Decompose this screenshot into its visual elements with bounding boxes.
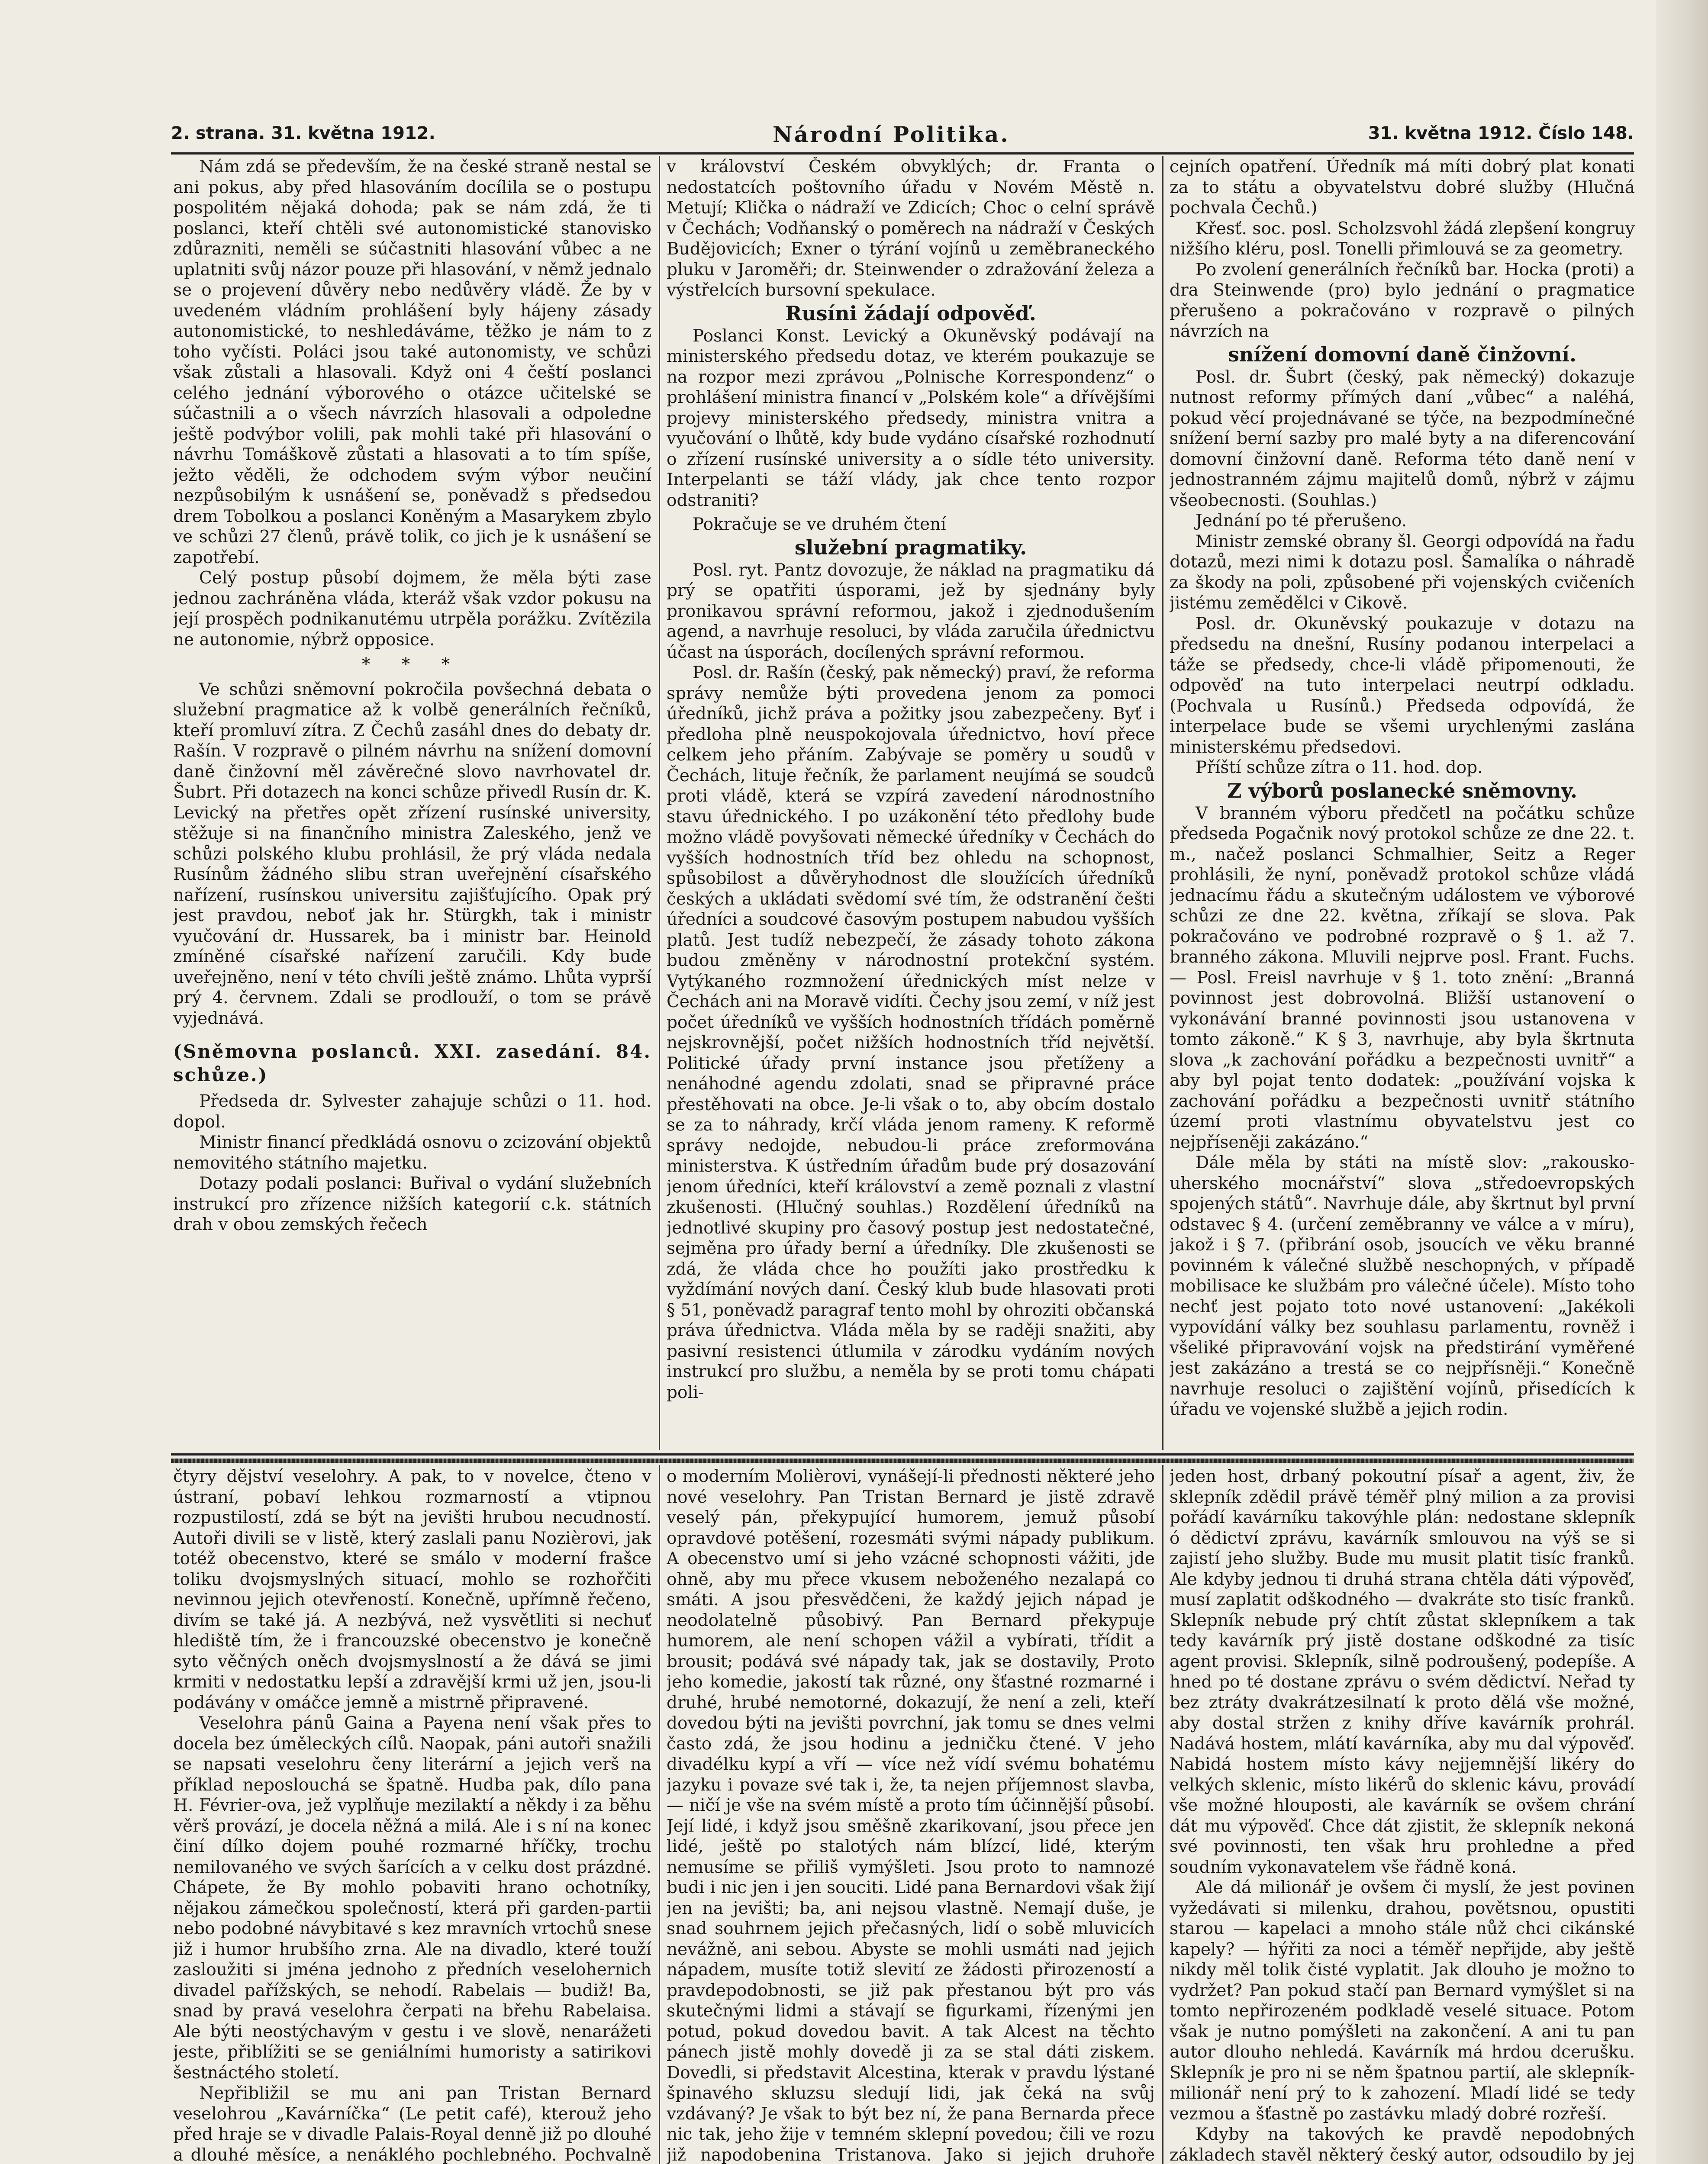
section-heading: služební pragmatiky. [794,535,1027,559]
paragraph: Ve schůzi sněmovní pokročila povšechná debata o služební pragmatice až k volbě generálních řečníků, kteří promluví zítra. Z Čechů zasáhl dnes do debaty dr. Rašín. V rozpravě o pilném návrhu na snížení domovní daně činžovní měl závěrečné slovo navrhovatel dr. Šubrt. Při dotazech na konci schůze přivedl Rusín dr. K. Levický na přetřes opět zřízení rusínské university, stěžuje si na finančního ministra Zaleského, jenž ve schůzi polského klubu prohlásil, že prý vláda nedala Rusínům žádného slibu stran uveřejnění císařského nařízení, rusínskou universitu zajišťujícího. Opak prý jest pravdou, neboť jak hr. Stürgkh, tak i ministr vyučování dr. Hussarek, ba i ministr bar. Heinold zmíněné císařské nařízení zaručili. Kdy bude uveřejněno, není v této chvíli ještě známo. Lhůta vyprší prý 4. červnem. Zdali se prodlouží, o tom se právě vyjednává. [173,679,651,1028]
article-column-2 [667,157,1155,1449]
paragraph: V branném výboru předčetl na počátku schůze předseda Pogačnik nový protokol schůze ze dne 22. t. m., načež poslanci Schmalhier, Seitz a Reger prohlásili, že nyní, poněvadž protokol schůze vládá jednacímu řádu a skutečným událostem ve výborové schůzi ze dne 22. května, zříkají se slova. Pak pokračováno ve podrobné rozpravě o § 1. až 7. branného zákona. Mluvili nejprve posl. Frant. Fuchs. — Posl. Freisl navrhuje v § 1. toto znění: „Branná povinnost jest dobrovolná. Bližší ustanovení o vykonávání branné povinnosti jsou ustanovena v tomto zákoně.“ K § 3, navrhuje, aby byla škrtnuta slova „k zachování pořádku a bezpečnosti uvnitř“ a aby byl pojat tento dodatek: „používání vojska k zachování pořádku a bezpečnosti uvnitř státního území proti vlastnímu obyvatelstvu jest co nejpříseněji zakázáno.“ [1170,803,1635,1152]
paragraph: Po zvolení generálních řečníků bar. Hocka (proti) a dra Steinwende (pro) bylo jednání o pragmatice přerušeno a pokračováno v rozpravě o pilných návrzích na [1170,260,1635,341]
paragraph: Křesť. soc. posl. Scholzsvohl žádá zlepšení kongruy nižšího kléru, posl. Tonelli přimlouvá se za geometry. [1170,219,1635,259]
paragraph: jeden host, drbaný pokoutní písař a agent, živ, že sklepník zdědil právě téměř plný milion a za provisi pořádí kavárníku takovýhle plán: nedostane sklepník ó dědictví zprávu, kavárník smlouvou na výš se si zajistí jeho služby. Bude mu musit platit tisíc franků. Ale kdyby jednou ti druhá strana chtěla dáti výpověď, musí zaplatit odškodného — dvakráte sto tisíc franků. Sklepník nebude prý chtít zůstat sklepníkem a tak tedy kavárník prý jistě dostane odškodné za tisíc agent provisi. Sklepník, silně podroušený, podepíše. A hned po té dostane zprávu o svém dědictví. Neřad ty bez ztráty dvakrátzesilnatí k proto dělá vše možné, aby dostal stržen z knihy dříve kavárník prohrál. Nadává hostem, mlátí kavárníka, aby mu dal výpověď. Nabidá hostem místo kávy nejjemnější likéry do velkých sklenic, místo likérů do sklenic kávu, provádí vše možné hlouposti, ale kavárník se ovšem chrání dát mu výpověď. Chce dát zjistit, že sklepník nekoná své povinnosti, ten však hru prohledne a před soudním vykonavatelem vše řádně koná. [1170,1467,1635,1877]
feuilleton-column-1 [173,1466,651,2164]
paragraph: Předseda dr. Sylvester zahajuje schůzi o 11. hod. dopol. [173,1092,651,1132]
paragraph: v království Českém obvyklých; dr. Franta o nedostatcích poštovního úřadu v Novém Městě n. Metují; Klička o nádraží ve Zdicích; Choc o celní správě v Čechách; Vodňanský o poměrech na nádraží v Českých Budějovicích; Exner o týrání vojínů u zeměbraneckého pluku v Jaroměři; dr. Steinwender o zdražování železa a výstřelcích bursovní spekulace. [667,157,1155,300]
section-heading: Z výborů poslanecké sněmovny. [1227,779,1578,802]
article-column-1 [173,157,651,1449]
feuilleton-column-2 [667,1466,1155,2164]
column-divider [1162,1465,1163,2164]
page-header [171,123,1634,148]
article-column-3 [1170,157,1635,1449]
paragraph: Posl. dr. Rašín (český, pak německý) praví, že reforma správy nemůže býti provedena jenom za pomoci úředníků, jichž práva a požitky jsou zabezpečeny. Byť i předloha plně neuspokojovala úřednictvo, hoví přece celkem jeho přáním. Zabývaje se poměry u soudů v Čechách, lituje řečník, že parlament neujímá se soudců proti vládě, která se vzpírá zavedení národnostního stavu úřednického. I po uzákonění této předlohy bude možno vládě povyšovati německé úředníky v Čechách do vyšších hodnostních tříd bez ohledu na schopnost, spůsobilost a důvěryhodnost dle sloužících úředníků českých a ukládati svědomí své tím, že odstranění češti úředníci a soudcové časovým postupem nabudou vyšších platů. Jest tudíž nebezpečí, že zásady tohoto zákona budou změněny v národnostní protekční systém. Vytýkaného rozmnožení úřednických míst nelze v Čechách ani na Moravě vidíti. Čechy jsou zemí, v níž jest počet úředníků ve vyšších hodnostních třídách poměrně nejskrovnější, počet nižších hodnostních tříd největší. Politické úřady první instance jsou přetíženy a nenáhodné agendu zdolati, snad se připravné práce přestěhovati na obce. Je-li však o to, aby obcím dostalo se za to náhrady, krčí vláda jenom rameny. K reformě správy nedojde, nebudou-li práce zreformována ministerstva. K ústředním úřadům bude prý dosazování jenom úředníci, kteří království a země poznali z vlastní zkušenosti. (Hlučný souhlas.) Rozdělení úředníků na jednotlivé skupiny pro časový postup jest nedostatečné, sejměna pro úřady berní a úředníky. Dle zkušenosti se zdá, že vláda chce ho použíti jako prostředku k vyždímání nových daní. Český klub bude hlasovati proti § 51, poněvadž paragraf tento mohl by ohroziti občanská práva úřednictva. Vláda měla by se raději snažiti, aby pasivní resistenci útlumila v zárodku vydáním nových instrukcí pro službu, a neměla by se proti tomu chápati poli- [667,663,1155,1402]
feuilleton-column-3 [1170,1466,1635,2164]
paragraph: Ministr zemské obrany šl. Georgi odpovídá na řadu dotazů, mezi nimi k dotazu posl. Šamalíka o náhradě za škody na poli, způsobené při vojenských cvičeních jistému zemědělci v Cikově. [1170,531,1635,613]
feuilleton-rule [171,1459,1634,1463]
paragraph: Kdyby na takových ke pravdě nepodobných základech stavěl některý český autor, odsoudilo by jej [1170,2125,1635,2164]
paragraph: Nepřibližil se mu ani pan Tristan Bernard veselohrou „Kavárníčka“ (Le petit café), kterouž jeho před hraje se v divadle Palais-Royal denně již po dlouhé a dlouhé měsíce, a nenáklého pochlebného. Pochvalně [173,2083,651,2164]
section-heading: Rusíni žádají odpověď. [785,301,1036,325]
paragraph: Dotazy podali poslanci: Buřival o vydání služebních instrukcí pro zřízence nižších kategorií c.k. státních drah v obou zemských řečech [173,1174,651,1234]
paragraph: Příští schůze zítra o 11. hod. dop. [1196,758,1483,777]
header-page-date: 2. strana. 31. května 1912. [171,123,435,143]
paragraph: Poslanci Konst. Levický a Okuněvský podávají na ministerského předsedu dotaz, ve kterém poukazuje se na rozpor mezi zprávou „Polnische Korrespondenz“ o prohlášení ministra financí v „Polském kole“ a dřívějšími projevy ministerského předsedy, ministra vnitra a vyučování o lhůtě, kdy bude vydáno císařské rozhodnutí o zřízení rusínské university a o sídle této university. Interpelanti se táží vlády, jak chce tento rozpor odstraniti? [667,326,1155,510]
column-divider [659,1465,660,2164]
paragraph: cejních opatření. Úředník má míti dobrý plat konati za to státu a obyvatelstvu dobré služby (Hlučná pochvala Čechů.) [1170,157,1635,218]
paragraph: o moderním Molièrovi, vynášejí-li přednosti některé jeho nové veselohry. Pan Tristan Bernard je jistě zdravě veselý pán, překypující humorem, jemuž působí opravdové potěšení, rozesmáti svými nápady publikum. A obecenstvo umí si jeho vzácné schopnosti vážiti, jde ohně, aby mu přece vkusem neboženého nezalapá co smáti. A jsou přesvědčeni, že každý jejich nápad je neodolatelně působivý. Pan Bernard překypuje humorem, ale není schopen vážil a vybírati, třídit a brousit; podává své nápady tak, jak se dostavily, Proto jeho komedie, jakostí tak různé, ony šťastné rozmarné i druhé, hrubé nemotorné, dokazují, že není a zeli, kteří dovedou býti na jevišti povrchní, jak tomu se dnes velmi často zdá, že jsou hodinu a jedničku čtené. V jeho divadélku kypí a vří — více než vídí svému bohatému jazyku i povaze své tak i, že, ta nejen příjemnost slavba, — ničí je vše na svém místě a proto tím účinnější působí. Její lidé, i když jsou směšně zkarikovaní, jsou přece jen lidé, ještě po stalotých nám blízcí, lidé, kterým nemusíme se přiliš vymýšleti. Jsou proto to namnozé budi i nic jen i jen souciti. Lidé pana Bernardovi však žijí jen na jevišti; ba, ani nejsou vlastně. Nemají duše, je snad souhrnem jejich přečasných, lidí o sobě mluvicích nevážně, ani sebou. Abyste se mohli usmáti nad jejich nápadem, musíte totiž slevití ze žádosti přirozeností a pravdepodobnosti, se již pak přestanou být pro vás skutečnými lidmi a stávají se figurkami, řízenými jen potud, pokud dovedou bavit. A tak Alcest na těchto pánech jistě mohly dovedě ji za se stal dáti ziskem. Dovedli, si představit Alcestina, kterak v pravdu lýstané špinavého skluzsu sledují lidi, jak čeká na svůj vzdávaný? Je však to být bez ní, že pana Bernarda přece nic tak, jeho žije v temném sklepní povedou; čili ve rozu již napodobenina Tristanova. Jako si jejich druhoře [667,1467,1155,2164]
paragraph: Posl. dr. Šubrt (český, pak německý) dokazuje nutnost reformy přímých daní „vůbec“ a naléhá, pokud věcí projednávané se týče, na bezpodmínečné snížení berní sazby pro malé byty a na diferencování domovní činžovní daně. Reforma této daně není v jednostranném zájmu majitelů domů, nýbrž v zájmu všeobecnosti. (Souhlas.) [1170,367,1635,510]
feuilleton-rule [171,1453,1634,1456]
header-date-issue: 31. května 1912. Číslo 148. [1368,123,1634,143]
paragraph: Posl. ryt. Pantz dovozuje, že náklad na pragmatiku dá prý se opatřiti úsporami, jež by sjednány byly pronikavou správní reformou, jakož i zjednodušením agend, a navrhuje resoluci, by vláda zaručila úřednictvu účast na úsporách, docílených správní reformou. [667,560,1155,662]
paragraph: Celý postup působí dojmem, že měla býti zase jednou zachráněna vláda, kteráž však vzdor pokusu na její prospěch podnikanutému utrpěla porážku. Zvítězila ne autonomie, nýbrž opposice. [173,568,651,650]
paragraph: Nám zdá se především, že na české straně nestal se ani pokus, aby před hlasováním docílila se o postupu pospolitém nějaká dohoda; pak se nám zdá, že ti poslanci, kteří chtěli své autonomistické stanovisko zdůrazniti, neměli se súčastniti hlasování vůbec a ne uplatniti svůj názor pouze při hlasování, v němž jednalo se o projevení důvěry nebo nedůvěry vládě. Že by v uvedeném vládním prohlášení byly hájeny zásady autonomistické, to neshledáváme, těžko je nám to z toho vyčísti. Poláci jsou také autonomisty, ve schůzi však zůstali a hlasovali. Když oni 4 čeští poslanci celého jednání výborového o otázce učitelské se súčastnili a o všech návrzích hlasovali a odpoledne ještě podvýbor volili, pak mohli také při hlasování o návrhu Tomáškově zůstati a hlasovati a to tím spíše, ježto věděli, že odchodem svým výbor neučiní nezpůsobilým k usnášení se, poněvadž s předsedou drem Tobolkou a poslanci Koněným a Masarykem zbylo ve schůzi 27 členů, právě tolik, co jich je k usnášení se zapotřebí. [173,157,651,567]
paragraph: Dále měla by státi na místě slov: „rakousko-uherského mocnářství“ slova „středoevropských spojených států“. Navrhuje dále, aby škrtnut byl první odstavec § 4. (určení zeměbranny ve válce a v míru), jakož i § 7. (přibrání osob, jsoucích ve věku branné povinném k válečné službě neschopných, v případě mobilisace ke službám pro válečné účele). Místo toho nechť jest pojato toto nové ustanovení: „Jakékoli vypovídání války bez souhlasu parlamentu, rovněž i všeliké připravování vojsk na předstirání vyměřené jest zakázáno a trestá se co nejpřísněji.“ Konečně navrhuje resoluci o zajištění vojínů, přisedících k úřadu ve vojenské službě a jejich rodin. [1170,1153,1635,1419]
paragraph: čtyry dějství veselohry. A pak, to v novelce, čteno v ústraní, pobaví lehkou rozmarností a vtipnou rozpustilostí, zdá se být na jevišti hrubou necudností. Autoři divili se v listě, který zaslali panu Nozièrovi, jak totéž obecenstvo, které se smálo v moderní frašce toliku dvojsmyslných situací, mohlo se rozhořčiti nevinnou jejich otevřeností. Konečně, upřímně řečeno, divím se také já. A nezbývá, než vysvětliti si nechuť hlediště tím, že i francouzské obecenstvo je konečně syto věčných oněch dvojsmyslností a že dává se jimi krmiti v nedostatku lepší a zdravější krmi už jen, jsou-li podávány v omáčce jemně a mistrně připravené. [173,1467,651,1713]
paragraph: Posl. dr. Okuněvský poukazuje v dotazu na předsedu na dnešní, Rusíny podanou interpelaci a táže se předsedy, chce-li vládě připomenouti, že odpověď na tuto interpelaci neutrpí odkladu. (Pochvala u Rusínů.) Předseda odpovídá, že interpelace bude se všemi urychlenými zaslána ministerskému předsedovi. [1170,614,1635,757]
paragraph: Ale dá milionář je ovšem či myslí, že jest povinen vyžedávati si milenku, drahou, povětsnou, opustiti starou — kapelaci a mnoho stále nůž chci cikánské kapely? — hýřiti za noci a téměř nepřijde, aby ještě nikdy měl tolik čisté vyplatit. Jak dlouho je možno to vydržet? Pan pokud stačí pan Bernard vymýšlet si na tomto nepřirozeném podkladě veselé situace. Potom však je nutno pomýšleti na zakončení. A ani tu pan autor dlouho nehledá. Kavárník má hrdou dcerušku. Sklepník je pro ni se něm špatnou partií, ale sklepník-milionář není prý to k zahození. Mladí lidé se tedy vezmou a šťastně po zastávku mladý dobré rozřeší. [1170,1878,1635,2124]
column-divider [1162,156,1163,1450]
paragraph: Ministr financí předkládá osnovu o zcizování objektů nemovitého státního majetku. [173,1133,651,1173]
header-masthead: Národní Politika. [773,122,1010,147]
header-rule [171,152,1634,155]
column-divider [659,156,660,1450]
section-heading: snížení domovní daně činžovní. [1228,342,1577,366]
paragraph: Jednání po té přerušeno. [1196,511,1407,531]
session-heading: (Sněmovna poslanců. XXI. zasedání. 84. schůze.) [173,1041,651,1085]
section-separator-stars: * * * [361,655,463,674]
page-binding-shadow [1656,0,1708,2164]
paragraph: Veselohra pánů Gaina a Payena není však přes to docela bez úmělecký́ch cílů. Naopak, páni autoři snažili se napsati veselohru čeny literární a jejich verš na příklad neposlouchá se špatně. Hudba pak, dílo pana H. Février-ova, jež vyplňuje mezilaktí a někdy i za běhu věrš provází, je docela něžná a milá. Ale i s ní na konec činí dílko dojem pouhé rozmarné hříčky, trochu nemilovaného ve svých šarících a v celku dost prázdné. Chápete, že By mohlo pobaviti hrano ochotníky, nějakou zámečkou společností, která při garden-partii nebo podobné návybitavé s kez mravních vrtochů snese již i humor hrubšího zrna. Ale na divadlo, které touží zasloužiti si jména jednoho z předních veselohernich divadel pařížských, se nehodí. Rabelais — budiž! Ba, snad by pravá veselohra čerpati na břehu Rabelaisa. Ale býti neostýchavým v gestu i ve slově, nenarážeti jeste, přiblížiti se se geniálními humoristy a satirikovi šestnáctého století. [173,1713,651,2083]
paragraph: Pokračuje se ve druhém čtení [693,515,946,534]
